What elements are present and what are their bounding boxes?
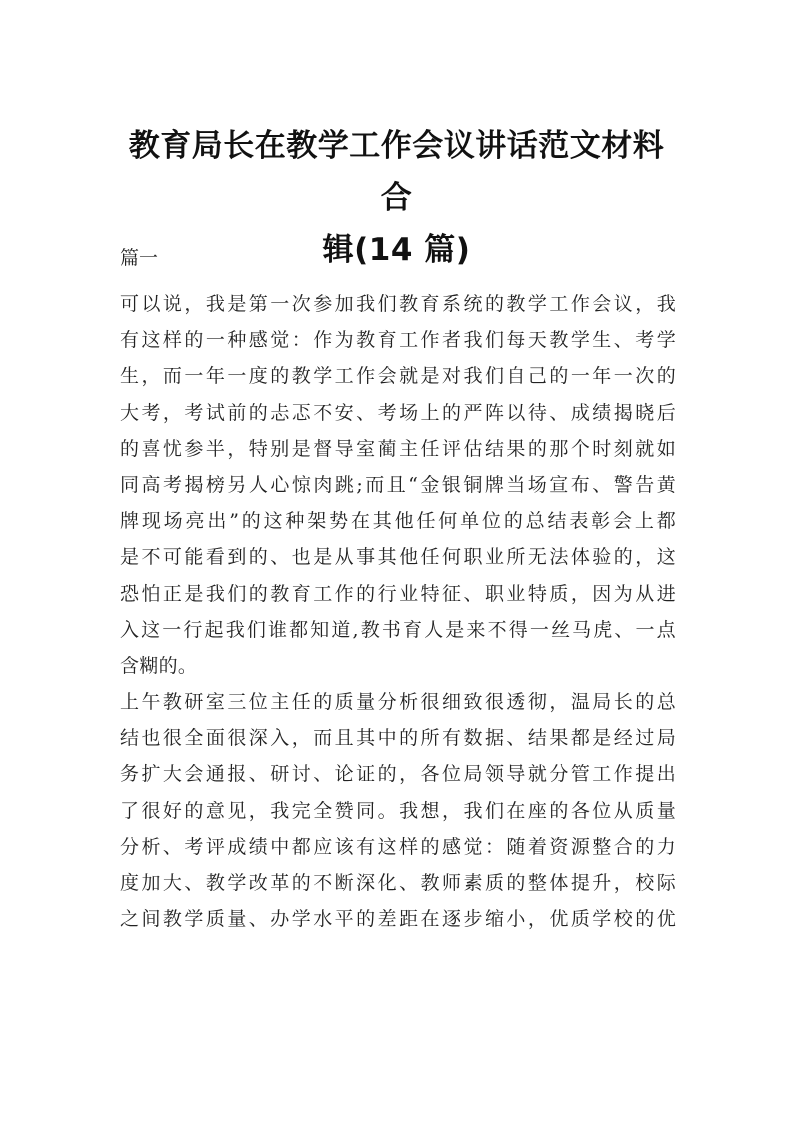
title-line-2: 辑(14 篇) (322, 232, 471, 268)
text-line: 的喜忧参半，特别是督导室蔺主任评估结果的那个时刻就如 (120, 437, 676, 460)
text-line: 牌现场亮出”的这种架势在其他任何单位的总结表彰会上都 (120, 510, 676, 533)
text-line: 上午教研室三位主任的质量分析很细致很透彻，温局长的总 (120, 691, 676, 714)
document-title (120, 120, 673, 276)
text-line: 度加大、教学改革的不断深化、教师素质的整体提升，校际 (120, 872, 676, 894)
text-line: 入这一行起我们谁都知道,教书育人是来不得一丝马虎、一点 (120, 618, 676, 641)
text-line: 含糊的。 (120, 654, 198, 677)
document-body (120, 292, 676, 943)
text-line: 大考，考试前的忐忑不安、考场上的严阵以待、成绩揭晓后 (120, 401, 676, 424)
text-line: 之间教学质量、办学水平的差距在逐步缩小，优质学校的优 (120, 908, 676, 931)
text-line: 结也很全面很深入，而且其中的所有数据、结果都是经过局 (120, 727, 676, 750)
text-line: 同高考揭榜另人心惊肉跳;而且“金银铜牌当场宣布、警告黄 (120, 473, 676, 496)
paragraph-2 (120, 690, 676, 943)
text-line: 恐怕正是我们的教育工作的行业特征、职业特质，因为从进 (120, 582, 676, 605)
text-line: 可以说，我是第一次参加我们教育系统的教学工作会议，我 (120, 293, 676, 315)
text-line: 有这样的一种感觉：作为教育工作者我们每天教学生、考学 (120, 329, 676, 352)
paragraph-1 (120, 292, 676, 690)
text-line: 务扩大会通报、研讨、论证的，各位局领导就分管工作提出 (120, 763, 676, 786)
text-line: 是不可能看到的、也是从事其他任何职业所无法体验的，这 (120, 546, 676, 569)
text-line: 了很好的意见，我完全赞同。我想，我们在座的各位从质量 (120, 799, 676, 822)
title-line-1: 教育局长在教学工作会议讲话范文材料合 (128, 128, 665, 216)
text-line: 生，而一年一度的教学工作会就是对我们自己的一年一次的 (120, 365, 676, 388)
section-label: 篇一 (120, 247, 159, 269)
text-line: 分析、考评成绩中都应该有这样的感觉：随着资源整合的力 (120, 835, 676, 858)
